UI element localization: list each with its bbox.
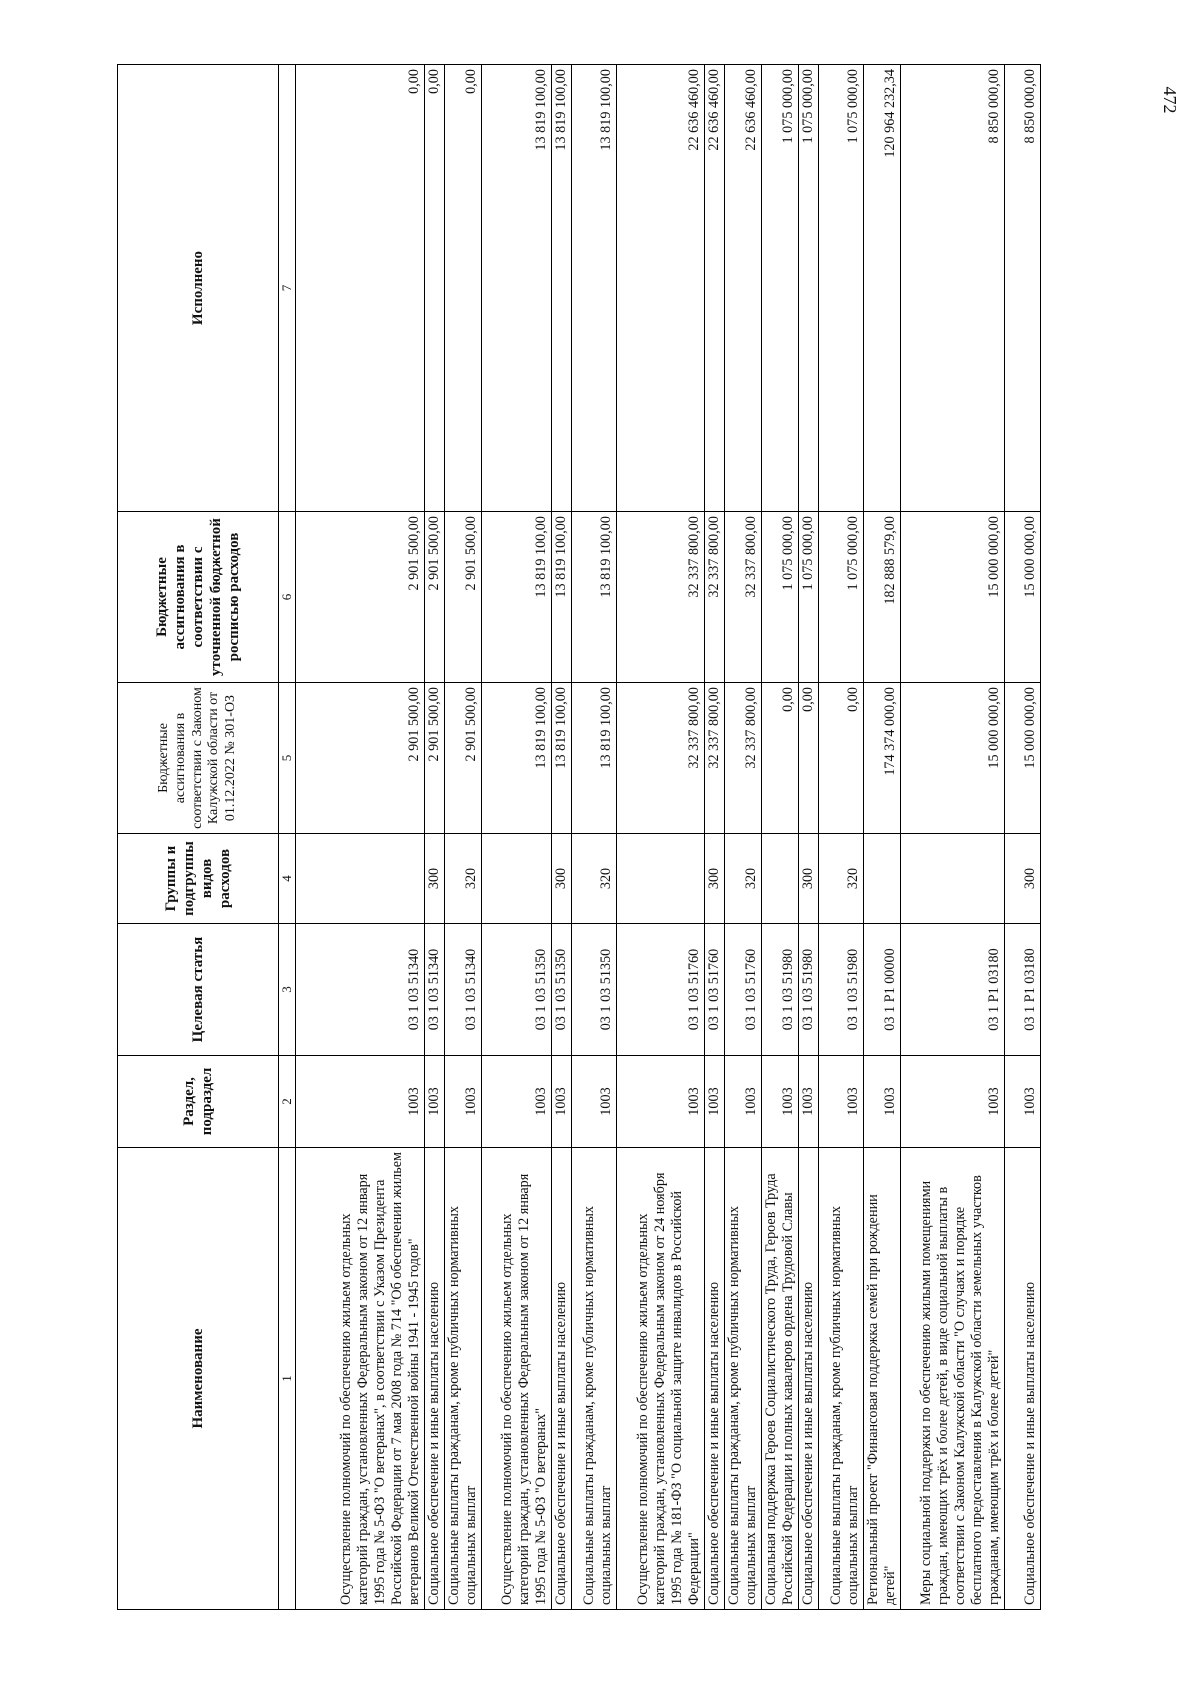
row-article: 03 1 P1 03180 [901,924,1005,1056]
row-group: 320 [819,834,864,924]
row-article: 03 1 03 51350 [552,924,572,1056]
row-executed: 1 075 000,00 [762,65,799,512]
column-number-row [279,65,296,1610]
table-row [725,65,762,1610]
row-article: 03 1 03 51980 [762,924,799,1056]
row-group [901,834,1005,924]
row-group [617,834,705,924]
column-number: 3 [279,924,296,1056]
row-name: Осуществление полномочий по обеспечению жильем отдельных категорий граждан, установленных Федеральным законом от 24 ноября 1995 года № 181-ФЗ "О социальной защите инвалидов в Российской Федерации" [617,1148,705,1610]
row-article: 03 1 03 51340 [296,924,425,1056]
table-row [296,65,425,1610]
row-article: 03 1 03 51350 [482,924,552,1056]
row-group [482,834,552,924]
header-group: Группы и подгруппы видов расходов [118,834,279,924]
row-section: 1003 [901,1056,1005,1148]
table-row [1005,65,1041,1610]
table-header-row [118,65,279,1610]
table-row [819,65,864,1610]
row-section: 1003 [864,1056,901,1148]
row-section: 1003 [819,1056,864,1148]
row-budget-law: 0,00 [762,683,799,834]
row-group: 300 [552,834,572,924]
table-row [425,65,445,1610]
row-name: Социальное обеспечение и иные выплаты населению [1005,1148,1041,1610]
row-name: Осуществление полномочий по обеспечению жильем отдельных категорий граждан, установленных Федеральным законом от 12 января 1995 года № 5-ФЗ "О ветеранах", в соответствии с Указом Президента Российской Федерации от 7 мая 2008 года № 714 "Об обеспечении жильем ветеранов Великой Отечественной войны 1941 - 1945 годов" [296,1148,425,1610]
column-number: 7 [279,65,296,512]
row-budget-law: 2 901 500,00 [296,683,425,834]
table-row [617,65,705,1610]
row-budget-law: 13 819 100,00 [482,683,552,834]
row-section: 1003 [725,1056,762,1148]
row-budget-revised: 13 819 100,00 [482,512,552,683]
column-number: 1 [279,1148,296,1610]
row-name: Социальные выплаты гражданам, кроме публичных нормативных социальных выплат [819,1148,864,1610]
row-group [762,834,799,924]
row-budget-law: 13 819 100,00 [552,683,572,834]
row-group: 300 [425,834,445,924]
row-article: 03 1 P1 00000 [864,924,901,1056]
row-section: 1003 [552,1056,572,1148]
row-section: 1003 [445,1056,482,1148]
row-group: 300 [799,834,819,924]
row-budget-revised: 2 901 500,00 [425,512,445,683]
table-row [799,65,819,1610]
row-budget-revised: 1 075 000,00 [799,512,819,683]
column-number: 5 [279,683,296,834]
table-row [482,65,552,1610]
header-name: Наименование [118,1148,279,1610]
table-row [901,65,1005,1610]
row-budget-revised: 182 888 579,00 [864,512,901,683]
row-budget-revised: 2 901 500,00 [445,512,482,683]
row-budget-revised: 32 337 800,00 [617,512,705,683]
row-section: 1003 [296,1056,425,1148]
row-executed: 0,00 [445,65,482,512]
table-row [552,65,572,1610]
row-executed: 120 964 232,34 [864,65,901,512]
row-executed: 22 636 460,00 [725,65,762,512]
row-budget-revised: 32 337 800,00 [725,512,762,683]
row-executed: 8 850 000,00 [1005,65,1041,512]
row-budget-law: 32 337 800,00 [617,683,705,834]
row-budget-law: 0,00 [819,683,864,834]
column-number: 2 [279,1056,296,1148]
row-name: Осуществление полномочий по обеспечению жильем отдельных категорий граждан, установленных Федеральным законом от 12 января 1995 года № 5-ФЗ "О ветеранах" [482,1148,552,1610]
column-number: 6 [279,512,296,683]
row-executed: 8 850 000,00 [901,65,1005,512]
row-executed: 1 075 000,00 [799,65,819,512]
row-name: Социальные выплаты гражданам, кроме публичных нормативных социальных выплат [572,1148,617,1610]
row-group: 320 [572,834,617,924]
table-row [705,65,725,1610]
row-name: Социальные выплаты гражданам, кроме публичных нормативных социальных выплат [445,1148,482,1610]
row-group: 320 [445,834,482,924]
row-section: 1003 [617,1056,705,1148]
row-budget-law: 0,00 [799,683,819,834]
row-budget-revised: 2 901 500,00 [296,512,425,683]
header-article: Целевая статья [118,924,279,1056]
row-section: 1003 [572,1056,617,1148]
row-article: 03 1 03 51760 [705,924,725,1056]
row-name: Меры социальной поддержки по обеспечению жилыми помещениями граждан, имеющих трёх и более детей, в виде социальной выплаты в соответствии с Законом Калужской области "О случаях и порядке бесплатного предоставления в Калужской области земельных участков гражданам, имеющим трёх и более детей" [901,1148,1005,1610]
row-section: 1003 [762,1056,799,1148]
budget-execution-table [117,64,1041,1610]
row-group [296,834,425,924]
row-name: Социальное обеспечение и иные выплаты населению [425,1148,445,1610]
row-section: 1003 [705,1056,725,1148]
row-budget-revised: 1 075 000,00 [762,512,799,683]
row-budget-law: 174 374 000,00 [864,683,901,834]
row-executed: 13 819 100,00 [572,65,617,512]
row-section: 1003 [482,1056,552,1148]
column-number: 4 [279,834,296,924]
row-executed: 22 636 460,00 [705,65,725,512]
row-group [864,834,901,924]
table-row [572,65,617,1610]
row-budget-revised: 15 000 000,00 [901,512,1005,683]
row-budget-revised: 15 000 000,00 [1005,512,1041,683]
row-budget-revised: 13 819 100,00 [572,512,617,683]
row-article: 03 1 03 51350 [572,924,617,1056]
row-executed: 13 819 100,00 [482,65,552,512]
table-row [762,65,799,1610]
row-executed: 22 636 460,00 [617,65,705,512]
row-name: Социальное обеспечение и иные выплаты населению [552,1148,572,1610]
header-budget-law: Бюджетные ассигнования в соответствии с Законом Калужской области от 01.12.2022 № 301-ОЗ [118,683,279,834]
row-group: 300 [705,834,725,924]
rotated-table-container [117,65,1127,1610]
row-budget-law: 13 819 100,00 [572,683,617,834]
row-budget-law: 15 000 000,00 [901,683,1005,834]
row-name: Региональный проект "Финансовая поддержка семей при рождении детей" [864,1148,901,1610]
row-article: 03 1 03 51760 [725,924,762,1056]
row-executed: 1 075 000,00 [819,65,864,512]
table-row [864,65,901,1610]
row-executed: 0,00 [296,65,425,512]
row-budget-revised: 1 075 000,00 [819,512,864,683]
row-section: 1003 [425,1056,445,1148]
row-article: 03 1 03 51340 [425,924,445,1056]
row-budget-revised: 13 819 100,00 [552,512,572,683]
header-budget-revised: Бюджетные ассигнования в соответствии с уточненной бюджетной росписью расходов [118,512,279,683]
row-name: Социальное обеспечение и иные выплаты населению [799,1148,819,1610]
page-number: 472 [1160,86,1180,114]
row-name: Социальная поддержка Героев Социалистического Труда, Героев Труда Российской Федерации и полных кавалеров ордена Трудовой Славы [762,1148,799,1610]
row-budget-law: 2 901 500,00 [445,683,482,834]
row-group: 300 [1005,834,1041,924]
row-budget-law: 15 000 000,00 [1005,683,1041,834]
row-article: 03 1 03 51760 [617,924,705,1056]
row-budget-law: 2 901 500,00 [425,683,445,834]
row-article: 03 1 03 51340 [445,924,482,1056]
row-section: 1003 [1005,1056,1041,1148]
row-budget-law: 32 337 800,00 [705,683,725,834]
row-budget-law: 32 337 800,00 [725,683,762,834]
row-article: 03 1 P1 03180 [1005,924,1041,1056]
row-name: Социальные выплаты гражданам, кроме публичных нормативных социальных выплат [725,1148,762,1610]
row-article: 03 1 03 51980 [799,924,819,1056]
row-executed: 13 819 100,00 [552,65,572,512]
header-section: Раздел, подраздел [118,1056,279,1148]
row-name: Социальное обеспечение и иные выплаты населению [705,1148,725,1610]
row-group: 320 [725,834,762,924]
row-section: 1003 [799,1056,819,1148]
header-executed: Исполнено [118,65,279,512]
row-article: 03 1 03 51980 [819,924,864,1056]
row-budget-revised: 32 337 800,00 [705,512,725,683]
row-executed: 0,00 [425,65,445,512]
table-row [445,65,482,1610]
